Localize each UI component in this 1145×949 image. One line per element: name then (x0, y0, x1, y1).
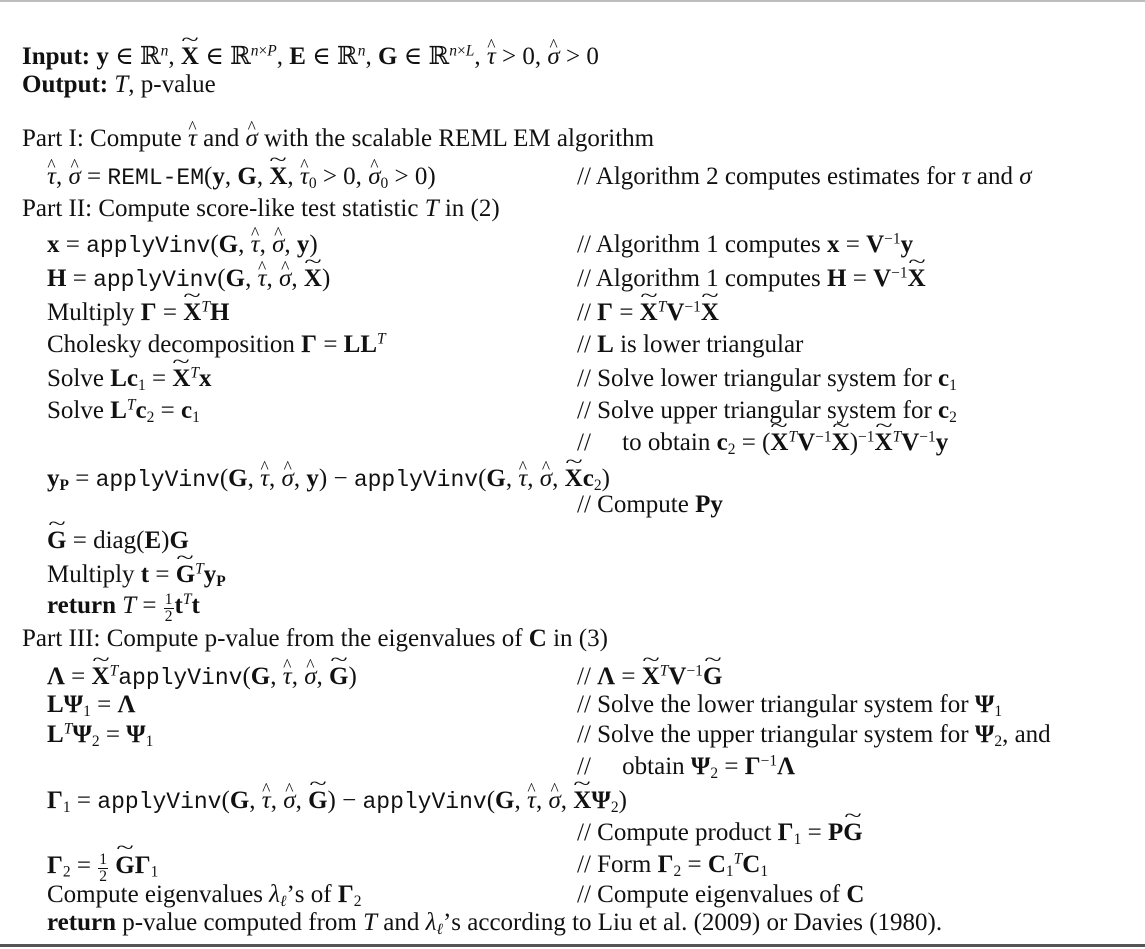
comment-gamma2: // Form $\Gamma_2 = C_1^TC_1$ (577, 850, 769, 880)
gamma1-line: $\Gamma_1$ = applyVinv(G, ^ τ, ^ σ, ~ G) − applyVinv(G, ^ τ, ^ σ, ~ $X\Psi_2$) (47, 788, 627, 814)
comment-h: // Algorithm 1 computes $H = V^{-1}\sim$ X (577, 266, 926, 291)
x-line: x = applyVinv(G, ^ τ, ^ σ, y) (47, 232, 318, 258)
comment-lambda: // Λ = ~ $X^TV^{-1}\sim$ G (577, 664, 722, 689)
comment-eigen: // Compute eigenvalues of C (577, 881, 865, 908)
t-line: Multiply t = ~ $G^Ty_P$ (47, 562, 226, 587)
h-line: H = applyVinv(G, ^ τ, ^ σ, ~ X) (47, 266, 330, 292)
output-line: Output: T, p-value (22, 71, 216, 98)
comment-x: // Algorithm 1 computes $x = V^{-1}y$ (577, 230, 914, 258)
comment-c2: // Solve upper triangular system for $c_2$ (577, 397, 957, 426)
comment-gamma: // Γ = ~ $X^TV^{-1}\sim$ X (577, 300, 719, 325)
comment-psi1: // Solve the lower triangular system for $\Psi_1$ (577, 691, 1003, 720)
top-rule (0, 0, 1145, 2)
solve-c1-line: Solve $Lc_1$ = ~ $X^Tx$ (47, 366, 212, 391)
eigen-line: Compute eigenvalues $\lambda_\ell’s$ of $\Gamma_2$ (47, 881, 362, 910)
comment-py: // Compute Py (577, 491, 723, 518)
input-line: Input: y ∈ ℝ$^n$, ~ X ∈ ℝ$^{n\times P}$, E ∈ ℝ$^n$, G ∈ ℝ$^{n\times L}$, ^ τ > 0, ^ σ > 0 (22, 44, 599, 69)
comment-reml: // Algorithm 2 computes estimates for τ and σ (577, 163, 1032, 190)
comment-c1: // Solve lower triangular system for $c_1$ (577, 365, 957, 394)
bottom-rule (0, 944, 1145, 947)
part-2-heading: Part II: Compute score-like test statistic T in (2) (22, 195, 500, 222)
reml-em-line: ^ τ, ^ σ = REML-EM(y, G, ~ X, ^ $\tau_0 > 0$, ^ $\sigma_0 > 0$) (47, 164, 436, 190)
comment-cholesky: // L is lower triangular (577, 331, 804, 358)
gamma-line: Multiply Γ = ~ $X^TH$ (47, 300, 229, 325)
comment-psi2-obtain: // obtain $\Psi_2 = \Gamma^{-1}\Lambda$ (577, 752, 796, 782)
lambda-line: Λ = ~ $X^TapplyVinv(G$, ^ τ, ^ σ, ~ G) (47, 664, 357, 690)
psi2-line: $L^T\Psi_2 = \Psi_1$ (47, 720, 154, 750)
part-3-heading: Part III: Compute p-value from the eigenvalues of C in (3) (22, 625, 608, 652)
psi1-line: $L\Psi_1 = \Lambda$ (47, 691, 136, 720)
return-t-line: return T = $\frac{1}{2}$ $t^Tt$ (47, 591, 200, 626)
gamma2-line: $\Gamma_2$ = $\frac{1}{2}$ ~ $G\Gamma_1$ (47, 852, 158, 886)
final-return-line: return p-value computed from T and $\lambda_\ell’s$ according to Liu et al. (2009) or Davies (1980). (47, 909, 943, 938)
comment-gamma1: // Compute product $\Gamma_1$ = P~ G (577, 820, 863, 845)
yp-line: $y_P$ = applyVinv(G, ^ τ, ^ σ, y) − applyVinv(G, ^ τ, ^ σ, ~ $Xc_2$) (47, 466, 610, 492)
part-1-heading: Part I: Compute ^ τ and ^ σ with the scalable REML EM algorithm (22, 126, 654, 151)
cholesky-line: Cholesky decomposition $\Gamma = LL^T$ (47, 330, 386, 358)
gtilde-line: ~ G = diag(E)G (47, 528, 189, 553)
comment-c2-obtain: // to obtain $c_2$ = (~ $X^TV^{-1}\sim$ X)$^{-1}$~ $X^TV^{-1}y$ (577, 430, 948, 455)
solve-c2-line: Solve $L^Tc_2 = c_1$ (47, 396, 200, 426)
comment-psi2: // Solve the upper triangular system for $\Psi_2$, and (577, 721, 1051, 750)
